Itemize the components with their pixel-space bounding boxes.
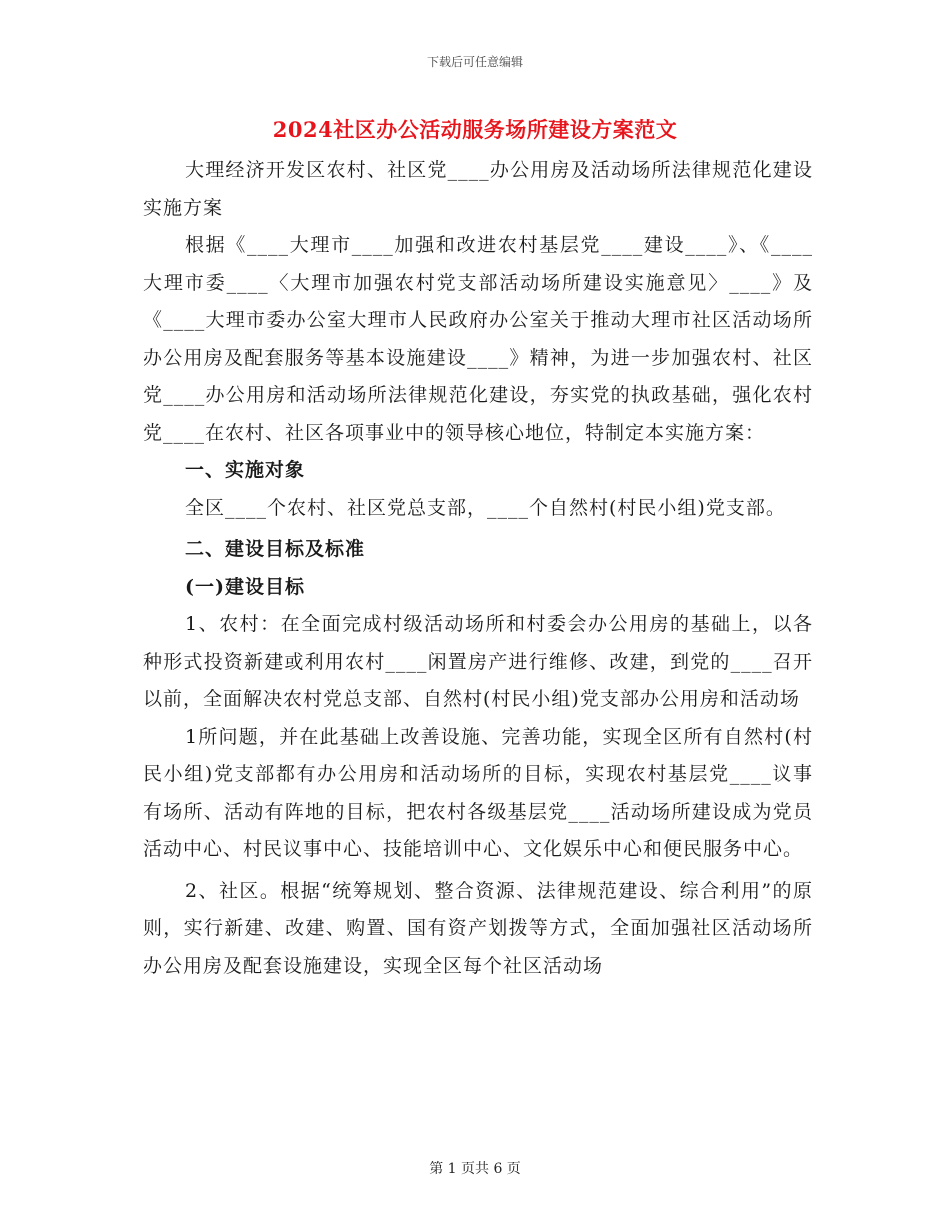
section-heading-goals-standards: 二、建设目标及标准 [185, 538, 366, 560]
paragraph-plan-name: 大理经济开发区农村、社区党____办公用房及活动场所法律规范化建设实施方案 [143, 159, 813, 219]
document-body [143, 152, 813, 985]
page-footer: 第 1 页共 6 页 [429, 1161, 521, 1177]
paragraph-rural-continued: 1所问题，并在此基础上改善设施、完善功能，实现全区所有自然村(村民小组)党支部都有办公用房和活动场所的目标，实现农村基层党____议事有场所、活动有阵地的目标，把农村各级基层党____活动场所建设成为党员活动中心、村民议事中心、技能培训中心、文化娱乐中心和便民服务中心。 [143, 725, 813, 860]
paragraph-rural: 1、农村：在全面完成村级活动场所和村委会办公用房的基础上，以各种形式投资新建或利用农村____闲置房产进行维修、改建，到党的____召开以前，全面解决农村党总支部、自然村(村民小组)党支部办公用房和活动场 [143, 613, 813, 710]
subsection-heading-goals: (一)建设目标 [185, 575, 305, 598]
document-title: 2024社区办公活动服务场所建设方案范文 [272, 117, 678, 142]
section-heading-targets: 一、实施对象 [185, 459, 306, 481]
header-note: 下载后可任意编辑 [426, 55, 523, 69]
paragraph-basis: 根据《____大理市____加强和改进农村基层党____建设____》、《____大理市委____〈大理市加强农村党支部活动场所建设实施意见〉____》及《____大理市委办公室大理市人民政府办公室关于推动大理市社区活动场所办公用房及配套服务等基本设施建设____》精神，为进一步加强农村、社区党____办公用房和活动场所法律规范化建设，夯实党的执政基础，强化农村党____在农村、社区各项事业中的领导核心地位，特制定本实施方案： [143, 234, 813, 444]
paragraph-targets: 全区____个农村、社区党总支部，____个自然村(村民小组)党支部。 [185, 496, 786, 519]
paragraph-community: 2、社区。根据“统筹规划、整合资源、法律规范建设、综合利用”的原则，实行新建、改建、购置、国有资产划拨等方式，全面加强社区活动场所办公用房及配套设施建设，实现全区每个社区活动场 [143, 879, 813, 977]
